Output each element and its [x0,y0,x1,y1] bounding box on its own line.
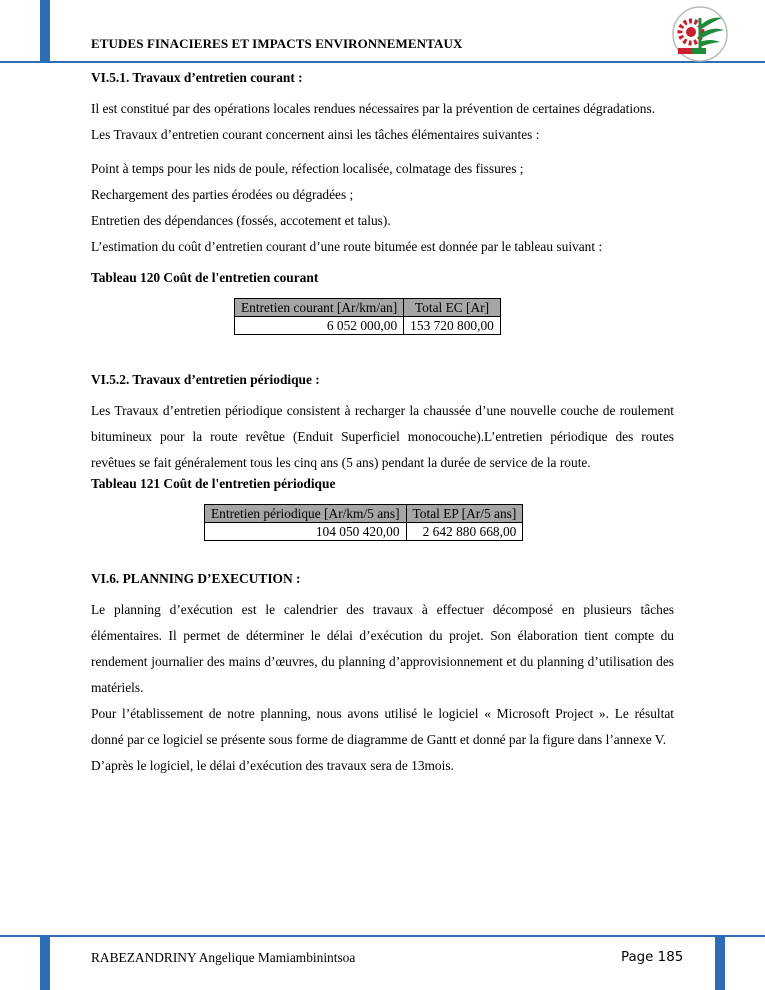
table-cell: 104 050 420,00 [205,523,407,541]
page-number: Page 185 [621,950,684,965]
cost-table-periodic [204,504,523,541]
paragraph: Il est constitué par des opérations locales rendues nécessaires par la prévention de certaines dégradations. [91,101,656,116]
table-header-cell: Entretien périodique [Ar/km/5 ans] [205,505,407,523]
header-left-bar [40,0,50,62]
footer-right-bar [715,936,725,990]
table-cell: 6 052 000,00 [235,317,404,335]
page-header-title: ETUDES FINACIERES ET IMPACTS ENVIRONNEMENTAUX [91,36,463,51]
paragraph: Les Travaux d’entretien périodique consistent à recharger la chaussée d’une nouvelle couche de roulement bitumineux pour la route revêtue (Enduit Superficiel monocouche).L’entretien périodique des routes revêtues se fait généralement tous les cinq ans (5 ans) pendant la durée de service de la route. [91,403,674,470]
table-cell: 2 642 880 668,00 [406,523,523,541]
paragraph: D’après le logiciel, le délai d’exécution des travaux sera de 13mois. [91,758,454,773]
paragraph: Les Travaux d’entretien courant concernent ainsi les tâches élémentaires suivantes : [91,127,540,142]
footer-author: RABEZANDRINY Angelique Mamiambinintsoa [91,950,356,965]
section-heading: VI.5.2. Travaux d’entretien périodique : [91,372,320,387]
institution-logo-icon [664,4,736,64]
paragraph: L’estimation du coût d’entretien courant d’une route bitumée est donnée par le tableau suivant : [91,239,603,254]
table-caption: Tableau 120 Coût de l'entretien courant [91,270,319,285]
list-item: Point à temps pour les nids de poule, réfection localisée, colmatage des fissures ; [91,161,524,176]
page-body [91,63,674,779]
list-item: Rechargement des parties érodées ou dégradées ; [91,187,354,202]
footer-left-bar [40,936,50,990]
table-caption: Tableau 121 Coût de l'entretien périodique [91,476,336,491]
paragraph: Pour l’établissement de notre planning, nous avons utilisé le logiciel « Microsoft Project ». Le résultat donné par ce logiciel se présente sous forme de diagramme de Gantt et donné par la figure dans l’annexe V. [91,706,674,747]
section-heading: VI.6. PLANNING D’EXECUTION : [91,571,301,586]
table-header-cell: Entretien courant [Ar/km/an] [235,299,404,317]
footer-rule [0,935,765,937]
paragraph: Le planning d’exécution est le calendrier des travaux à effectuer décomposé en plusieurs tâches élémentaires. Il permet de déterminer le délai d’exécution du projet. Son élaboration tient compte du rendement journalier des mains d’œuvres, du planning d’approvisionnement et du planning d’utilisation des matériels. [91,602,674,695]
section-heading: VI.5.1. Travaux d’entretien courant : [91,70,303,85]
cost-table-current [234,298,501,335]
table-cell: 153 720 800,00 [404,317,501,335]
list-item: Entretien des dépendances (fossés, accotement et talus). [91,213,391,228]
table-header-cell: Total EC [Ar] [404,299,501,317]
table-header-cell: Total EP [Ar/5 ans] [406,505,523,523]
